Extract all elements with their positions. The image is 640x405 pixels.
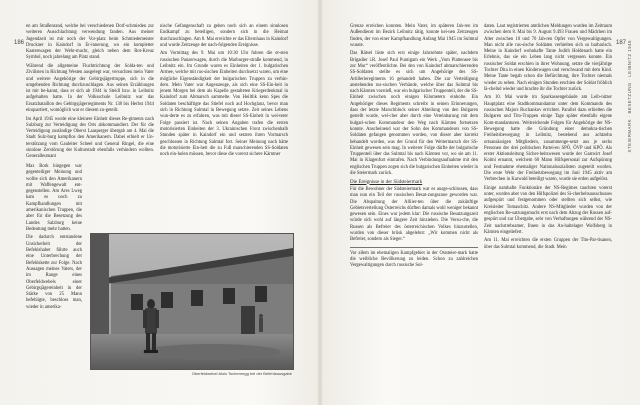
left-column-1 [26,24,154,160]
paragraph: daten. Laut registrierten amtlichen Meldungen wurden im Zeitraum zwischen dem 8. Mai bis 9. August 9.493 Frauen und Mädchen im Alter zwischen 10 und 70 Jah-ren Opfer von Vergewaltigungen. Man nicht alle rus-sische Soldaten verhielten sich so barbarisch. Meine in Kaindorf wohnhafte Tante Judith Holdenach hatte ein Erlebnis, das sie ein Leben lang nicht vergessen konnte. Ein russischer Soldat erschien in ihrer Wohnung, setzte die vierjährige Tochter Dita in einen Kinderwagen und verschwand mit dem Kind. Meine Tante begab schon die Befürchtung, ihre Tochter niemals wieder zu sehen. Nach einigen Stunden erschien der Soldat fröhlich lä-chelnd wieder und brachte ihr die Tochter zurück. [484,24,612,92]
paragraph: Max Bork hingegen war gegenteiliger Meinung und wollte sich den Amerikanern mit Waffengewalt ent-gegenstellen. Am Ares Lweg kam es noch zu Kampfhandlungen mit amerikanischen Truppen, die aber für die Besetzung des Landes Salzburg keine Bedeutung mehr hatten. [26,164,82,232]
paragraph: Am Vormittag des 9. Mai um 10:30 Uhr fuhren die er-sten russischen Panzerwagen, durch die Marburger-straße kommend, in Leibnitz ein. Im Grunde waren es Einheiten der 1. bulgarischen Armee, welche mit rus-sischen Einheiten durchsetzt waren, um eine mögliche Eigenständigkeit der bulgarischen Truppen zu verhin-dern. Mein Vater war Augenzeuge, als sich eine SS-Ein-heit in jenem Morgen bei dem als Kapelle gestalteten Kriegerdenkmal in Kaindorf zum Abmarsch sammelte. Von Heiltlik kenn Spes die Soldaten beschäftigte das Stiefel noch auf Hochglanz, bevor man sich in Richtung Sulmtal in Bewegung setzte. Zeit seines Lebens wun-derte es zu erfahren, was mit dieser SS-Einheit in wei-terer Folge passiert ist. Nach seinen Angaben trafen die ersten motorisierten Einheiten der 3. Ukrainischen Front zwischenhalb Stunden später in Kaindorf ein und setzten ihren Vormarsch geschlossen in Richtung Sulmtal fort. Seiner Meinung nach hätte die motorisierte Ein-heit die zu Fuß marschierenden SS-Soldaten noch ein-holen müssen, bevor diese die vorerst sichere Kärntner [160,51,288,158]
left-column-1-lower [26,164,82,374]
paragraph: Während die allgemeine Fluchtrichtung der Solda-ten und Zivilisten in Richtung Westen ausgelegt war, versuchten mein Vater und weitere Angehörige der Gebirgsjägertruppe, sich in die umgebenden Richtung durchzuschlagen. Aus seinen Erzählungen ist mir be-kannt, dass er sich ab 1944 in Steidl bzw. in Leibnitz aufgehalten hatte. In der Volksschule Leibnitz war das Ersatzbataillon des Gebirgsjägerregiments Nr. 138 bis Herbst 1944 einquartiert, womöglich war er diesem zu-geteilt. [26,63,154,114]
paragraph: Das Rätsel lüste sich erst einige Jahrzehnte später, nachdem Brigadier i.R. Josef Paul Puntigam ein Werk „Vom Plattensee bis zur Mur“ veröffentlichte. Bei den von Kaindorf abmarschierenden SS-Soldaten stellte es sich um Angehörige des SS-Artillerieregiments 16 gehandelt haben. Die zur Verteidigung anstehenden rus-sischen Verbände, welche über das Sulmtal bis nach Kärnten vorstieß, war ein bulgarischer Truppenteil, der die SS-Einheit zwischen noch einigen Kilometern einholte. Ein Angehöriger dieses Regiments schreibt in seinen Erinnerungen, dass der letzte Marschblock seiner Abteilung von den Bulgaren gestellt wurde, wel-cher aber durch eine Vereinbarung mit dem bulgari-schen Kommandeur den Weg nach Kärnten fortsetzen konnte. Anscheinend war der Sohn des Kommandeurs von SS-Soldaten gefangen genommen worden, von dieser aber korrekt behandelt worden, was der Grund für den Weitermarsch der SS-Einheit gewesen sein mag. In weiterer Folge dürfte der bulgarische Truppenteil über das Sulmtal bis nach Kärnten vor, wo sie am 11. Mai in Klagenfurt eintrafen. Nach Verbindungsaufnahme mit den englischen Truppen zogen sich die bulgarischen Einheiten wieder in die Steiermark zurück. [350,51,478,177]
barracks-soldier-image [91,234,293,369]
running-head: STEIERMARK · BESETZUNG · LEIBNITZ 1945 [627,40,632,153]
paragraph: en am Straßenrand, welche bei verschiedenen Dorf-schmieden zur weiteren Ausschlachtung verwendung fanden. Aus meiner Jugendzeit ist mir noch der Vor-platz beim Schmiedemeister Druckner in Kaindorf in Er-innerung, wo ein kompletter Kastenwagen der Wehr-macht, gleich neben dem Rot-Kreuz Symbol, noch jahrelang am Platz stand. [26,24,154,61]
right-page [320,0,640,405]
right-column-2 [484,24,612,384]
right-column-1 [350,24,478,384]
paragraph: Vor allem im ehemaligen Kampfgebiet in der Oststeier-mark hatte die weibliche Bevölkerung zu leiden. Schon zu zahlreichen Vergewaltigungen durch russische Sol- [350,250,478,269]
historical-photo [90,233,294,370]
left-column-2 [160,24,288,234]
paragraph: Am 11. Mai erreichten die ersten Gruppen der Tito-Par-tisanen, über das Sulmtal kommend, die Stadt. Mein [484,238,612,250]
paragraph: nische Gefangenschaft zu gehen noch sich an einem sinnlosen Endkampf zu beteiligen, sondern sich in die Heimat durchzuschlagen. Am 8. Mai erreichte er das Elternhaus in Kaindorf und wurde Zeitzeuge der nach-folgenden Ereignisse. [160,24,288,48]
paragraph: Einige namhafte Funktionäre der NS-Regimes tauchten vorerst unter, wurden aber von den Hilfspolizei des Si-cherheitsausschusses aufgespürt und festgenommen oder stellten sich selbst, wie Kreisleiter Tomaschitz. Andere NS-Mitglieder wurden von der englischen Be-satzungsmacht erst nach dem Abzug der Russen auf-gespürt und zur Übergabe, sehr von Verhaftungen während der NS-Zeit nachstrebsamer, Ihnen in das An-haltelager Wolfsberg in Kärnten eingeliefert. [484,185,612,235]
page-number-right: 187 [615,40,626,46]
paragraph: Am 10. Mai wurde im Sparkassengebäude am Leib-nitzer Hauptplatz eine Stadtkommandantur unter dem Kommando des russischen Majors Ruchankov errichtet. Parallel dazu erhielten die Bulgaren und Tito-Truppen einige Tage später ebenfalls eigene Kom-mandanturen. Weitreichende Folgen für Angehörige der NS-Bewegung hatte die Gründung einer demokra-tischen Freiheitsbewegung in Leibnitz, bestehend aus achtzehn ortsansässigen Mitgliedern, zusammenge-setzt aus je sechs Personen der drei politischen Partei-en SPÖ, ÖVP und KPÖ. Als erster Aktionsleitung Sicher-heitswesen wurde der Gastwirt Josef Kolmi ernannt, welchem 60 Mann Hilfspersonal zur Aufspürung und Festnahme ehemaliger Nationalsozialisten zugeteilt wurden. Die erste Wehr der Freiheitsbewegung im Juni 1945 aktiv am Verbrechen in Karwald beteiligt waren, wurde sie erden aufgelöst. [484,95,612,183]
photo-caption: Oberfeldwebel Alois Tschernegg bei der Befehlsausgabe [191,371,292,376]
paragraph: Die dadurch entstandene Unsicherheit der Befehlshaber führte auch eine Unterbrechung der Befehlskette zur Folge. Nach Aussagen meines Vaters, der im Range eines Oberfeldwebels einer Gebirgsjägereinheit in der Stärke von 25 Mann befehligte, beschloss man, wieder in amerika- [26,235,82,310]
paragraph: Grenze erreichen konnten. Mein Vater, im späteren Jah-ren im Außendienst im Bezirk Leibnitz tätig, konnte kei-nen Zeitzeugen finden, der von einer Kampfhandlung Anfang Mai 1945 im Sulmtal wusste. [350,24,478,48]
divider [350,247,478,248]
page-number-left: 186 [14,40,25,46]
paragraph: Im April 1945 wurde eine kleinere Einheit dieses Re-giments nach Sulzburg zur Verteidigung des Orts abkommandiert. Der für die Verteidigung zuständige Oberst Laasperger übergab am 4. Mai die Stadt Sulz-burg kampflos den Amerikanern. Dabei erhielt er Un-terstützung vom Gauleiter Scheel und General Ringel, die eine sinnlose Zerstörung der Kulturstadt ebenfalls verhindern wollten. Generalleutnant [26,116,154,160]
paragraph: Für die Bewohner der Südsteiermark war es ausge-schlossen, dass man nun ein Teil der russischen Besat-zungszone geworden war. Die Abspaltung der Alliier-ten über die zukünftige Gebietsverteilung Österreichs dürften damals wohl weniger bekannt gewesen sein. Eines war jedem klar: Die russische Besatzungszeit würde sich wohl auf längere Zeit hinziehen. Die Versu-che, die Russen als Befreier des österreichischen Volkes hinzustellen, wurden von dieser briisk abgelehnt: „Wir kommen nicht als Befreier, sondern als Sieger.“ [350,187,478,243]
section-heading: Die Ereignisse in der Südsteiermark [350,179,423,185]
